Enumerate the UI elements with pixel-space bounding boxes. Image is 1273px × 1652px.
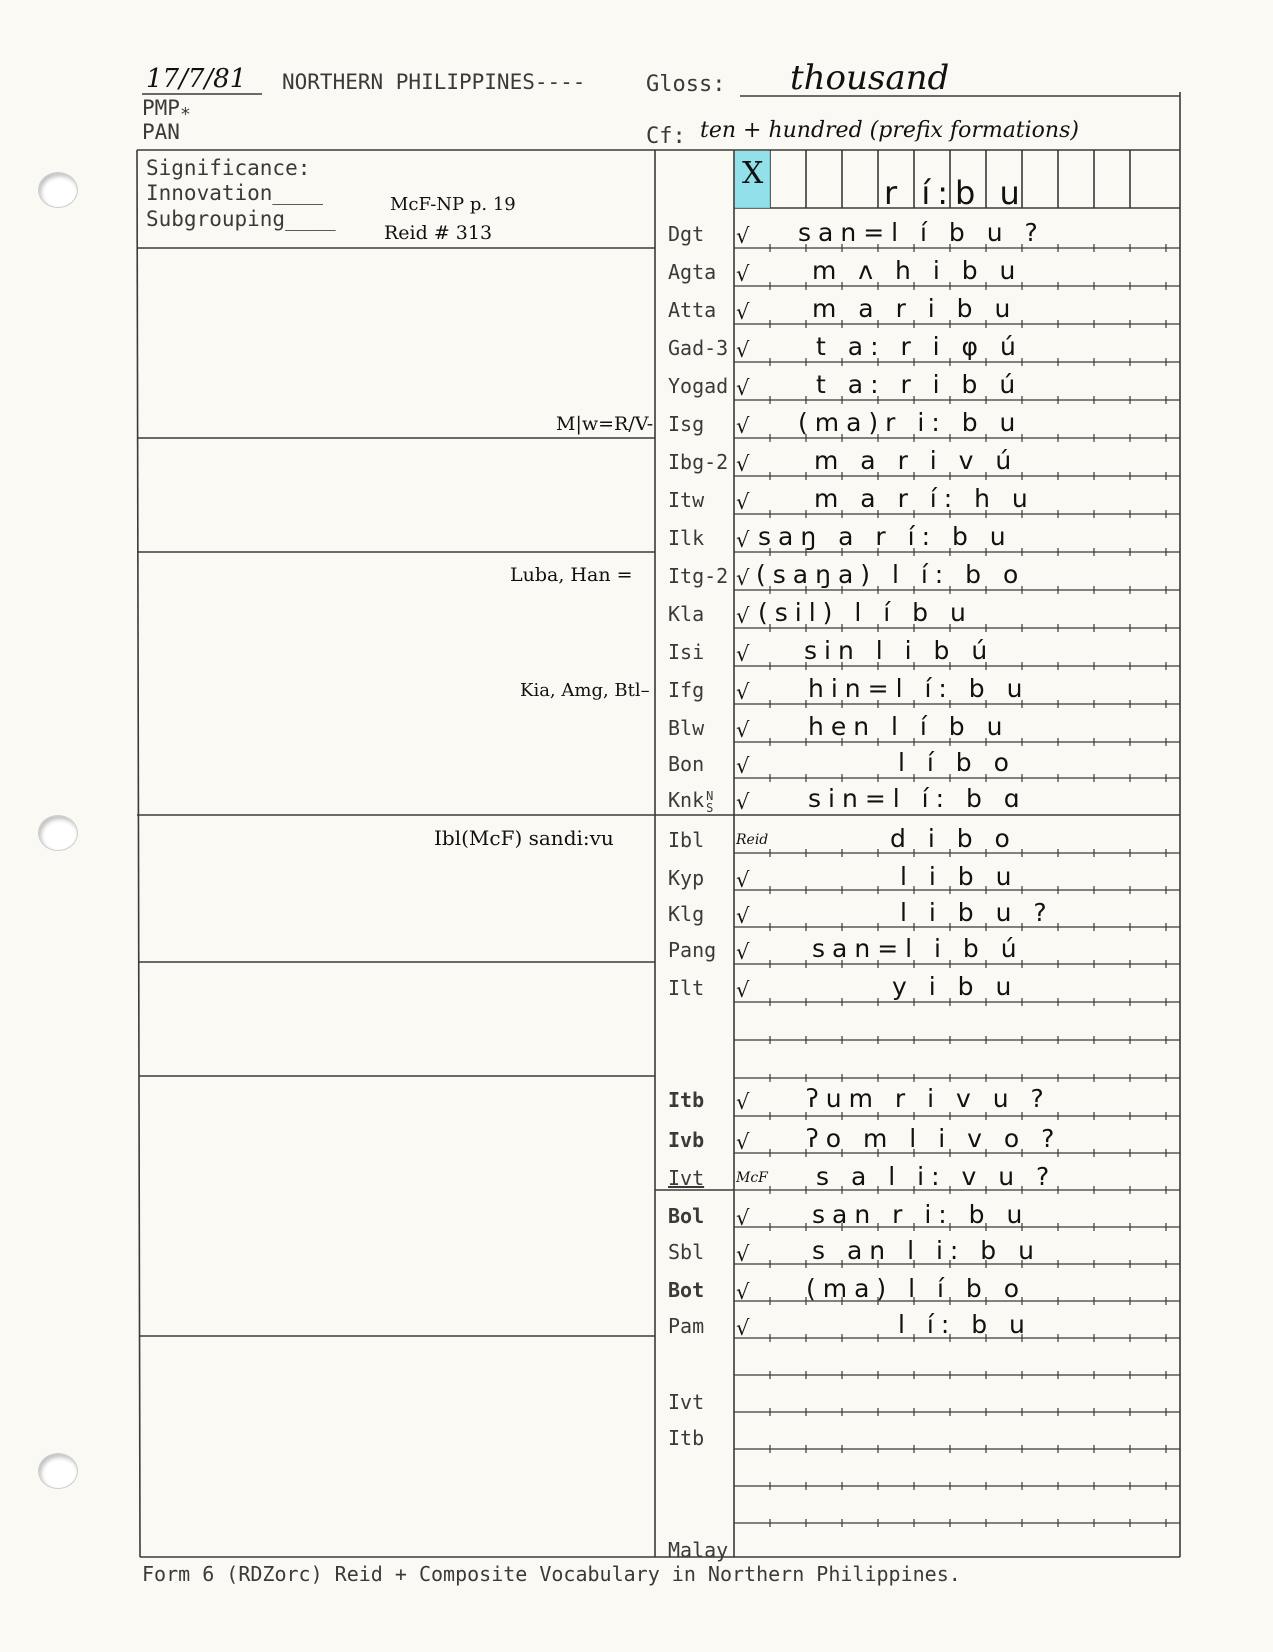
reflex-form: (ma) l í b o [806, 1274, 1027, 1303]
pmp-label: $PMP_*$ [142, 96, 191, 126]
check-mark: √ [736, 1316, 750, 1340]
reflex-form: saŋ a r í: b u [758, 522, 1013, 551]
check-mark: √ [736, 868, 750, 892]
lang-label-empty: Malay [668, 1538, 729, 1562]
proto-form: r í:b u [884, 174, 1027, 212]
annotation-isg: M|w=R/V- [556, 413, 654, 435]
reference-mcf: McF-NP p. 19 [390, 194, 516, 215]
reflex-form: san=l í b u ? [798, 218, 1045, 247]
check-mark: √ [736, 528, 750, 552]
check-mark: √ [736, 978, 750, 1002]
lang-label: Klg [668, 902, 705, 926]
lang-label: Isi [668, 640, 705, 664]
reflex-form: (ma)r i: b u [798, 408, 1023, 437]
reflex-form: hin=l í: b u [808, 674, 1030, 703]
lang-label: Gad-3 [668, 336, 729, 360]
annotation-itg: Luba, Han = [510, 564, 633, 586]
x-mark: X [742, 156, 764, 191]
reflex-form: (saŋa) l í: b o [756, 560, 1026, 589]
lang-label: Pam [668, 1314, 705, 1338]
lang-label: Agta [668, 260, 717, 284]
check-mark: √ [736, 940, 750, 964]
reference-reid: Reid # 313 [384, 222, 493, 244]
gloss-value: thousand [790, 58, 950, 98]
reflex-form: san=l i b ú [812, 934, 1024, 963]
lang-label: Blw [668, 716, 705, 740]
reflex-form: d i b o [890, 824, 1017, 853]
gloss-label: Gloss: [646, 72, 726, 97]
innovation-field: Innovation____ [146, 181, 324, 205]
reflex-form: m a r i v ú [814, 446, 1019, 475]
annotation-ibl: Ibl(McF) sandi:vu [434, 826, 614, 850]
lang-label: Yogad [668, 374, 729, 398]
check-mark: Reid [736, 832, 769, 848]
pmp-star: * [179, 104, 191, 126]
check-mark: √ [736, 904, 750, 928]
check-mark: √ [736, 414, 750, 438]
reflex-form: ʔo m l i v o ? [806, 1124, 1062, 1153]
lang-label-empty: Itb [668, 1426, 705, 1450]
lang-label-empty: Ivt [668, 1390, 705, 1414]
knk-marks: N S [706, 788, 714, 815]
reflex-form: l i b u [900, 862, 1019, 891]
check-mark: McF [736, 1170, 768, 1186]
reflex-form: t a: r i φ ú [816, 332, 1023, 361]
check-mark: √ [736, 224, 750, 248]
reflex-form: san r i: b u [812, 1200, 1030, 1229]
lang-label: Sbl [668, 1240, 705, 1264]
lang-label: Itg-2 [668, 564, 729, 588]
lang-label: Knk N S [668, 788, 714, 815]
check-mark: √ [736, 604, 750, 628]
reflex-form: m a r i b u [812, 294, 1018, 323]
check-mark: √ [736, 680, 750, 704]
lang-label: Ifg [668, 678, 705, 702]
check-mark: √ [736, 452, 750, 476]
check-mark: √ [736, 1280, 750, 1304]
lang-label: Bon [668, 752, 705, 776]
date: 17/7/81 [146, 64, 247, 94]
lang-label: Ivb [668, 1128, 705, 1152]
subgrouping-field: Subgrouping____ [146, 207, 336, 231]
check-mark: √ [736, 1242, 750, 1266]
significance-title: Significance: [146, 156, 311, 180]
lang-label: Ibg-2 [668, 450, 729, 474]
reflex-form: m a r í: h u [814, 484, 1035, 513]
reflex-form: (sil) l í b u [758, 598, 973, 627]
lang-label: Bot [668, 1278, 705, 1302]
region-title: NORTHERN PHILIPPINES---- [282, 70, 586, 94]
lang-label: Ilk [668, 526, 705, 550]
cf-label: Cf: [646, 124, 686, 149]
cf-value: ten + hundred (prefix formations) [700, 118, 1079, 143]
reflex-form: l i b u ? [900, 898, 1054, 927]
lang-label: Itb [668, 1088, 705, 1112]
lang-label: Kyp [668, 866, 705, 890]
reflex-form: ʔum r i v u ? [806, 1084, 1051, 1113]
check-mark: √ [736, 1130, 750, 1154]
reflex-form: m ʌ h i b u [812, 256, 1023, 285]
reflex-form: sin=l í: b ɑ [808, 784, 1027, 813]
lang-label: Itw [668, 488, 705, 512]
reflex-form: sin l i b ú [804, 636, 995, 665]
check-mark: √ [736, 300, 750, 324]
check-mark: √ [736, 338, 750, 362]
lang-label: Ibl [668, 828, 705, 852]
check-mark: √ [736, 566, 750, 590]
lang-label: Ivt [668, 1166, 705, 1190]
reflex-form: s a l i: v u ? [816, 1162, 1057, 1191]
reflex-form: l í b o [898, 748, 1016, 777]
reflex-form: s an l i: b u [812, 1236, 1041, 1265]
lang-label: Pang [668, 938, 717, 962]
reflex-form: t a: r i b ú [816, 370, 1023, 399]
pan-label: PAN [142, 120, 180, 144]
lang-label: Atta [668, 298, 717, 322]
lang-label: Dgt [668, 222, 705, 246]
reflex-form: hen l í b u [808, 712, 1010, 741]
check-mark: √ [736, 1206, 750, 1230]
check-mark: √ [736, 490, 750, 514]
check-mark: √ [736, 376, 750, 400]
lang-label: Ilt [668, 976, 705, 1000]
check-mark: √ [736, 790, 750, 814]
check-mark: √ [736, 642, 750, 666]
check-mark: √ [736, 754, 750, 778]
lang-label: Kla [668, 602, 705, 626]
check-mark: √ [736, 718, 750, 742]
lang-label: Isg [668, 412, 705, 436]
check-mark: √ [736, 262, 750, 286]
form-footer: Form 6 (RDZorc) Reid + Composite Vocabulary in Northern Philippines. [142, 1562, 961, 1586]
check-mark: √ [736, 1090, 750, 1114]
annotation-ifg: Kia, Amg, Btl– [520, 680, 650, 701]
lang-label: Bol [668, 1204, 705, 1228]
reflex-form: l í: b u [898, 1310, 1032, 1339]
reflex-form: y i b u [892, 972, 1019, 1001]
